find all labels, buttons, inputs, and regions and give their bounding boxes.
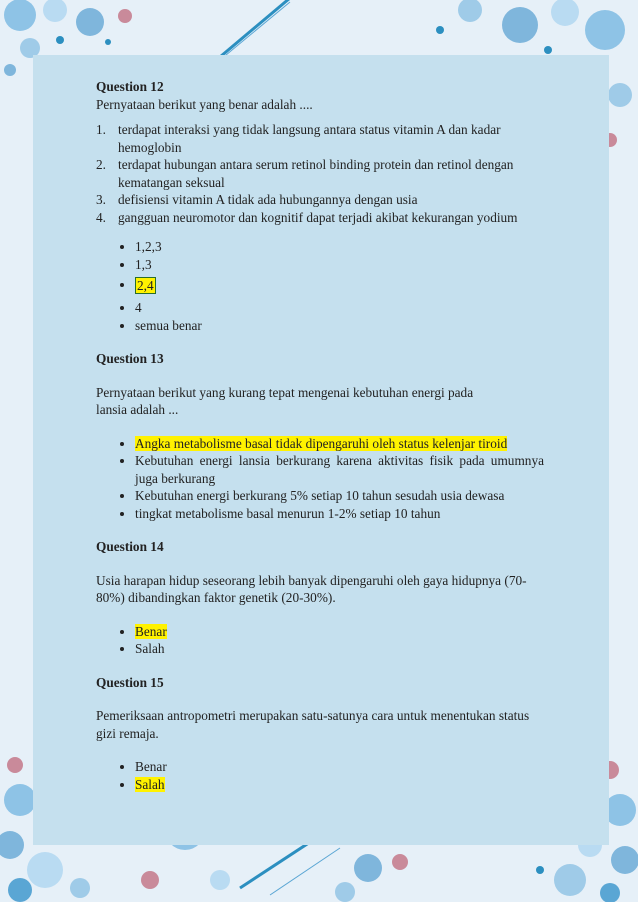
statement-number: 2. [96,157,106,172]
statement-item [96,121,546,156]
option-item [96,452,544,487]
option-text: tingkat metabolisme basal menurun 1-2% setiap 10 tahun [135,505,441,521]
question-12 [96,78,546,334]
question-statement: Usia harapan hidup seseorang lebih banyak dipengaruhi oleh gaya hidupnya (70-80%) dibandingkan faktor genetik (20-30%). [96,572,527,605]
question-13 [96,350,546,522]
option-text: Kebutuhan energi lansia berkurang karena aktivitas fisik pada umumnya juga berkurang [135,453,544,486]
option-item-answer [96,276,546,296]
statement-number: 3. [96,192,106,207]
option-item [96,505,544,523]
statement-text: defisiensi vitamin A tidak ada hubungannya dengan usia [118,192,418,207]
option-text: semua benar [135,317,202,333]
option-item-answer [96,776,546,794]
option-text-highlighted: Benar [135,623,167,639]
option-text-highlighted: Angka metabolisme basal tidak dipengaruhi oleh status kelenjar tiroid [135,435,508,451]
statement-text: gangguan neuromotor dan kognitif dapat terjadi akibat kekurangan yodium [118,209,518,225]
option-text: Benar [135,759,167,774]
statement-text: terdapat interaksi yang tidak langsung antara status vitamin A dan kadar hemoglobin [118,122,501,155]
statement-number: 4. [96,209,106,225]
option-text: 1,2,3 [135,239,162,254]
option-item [96,640,546,658]
statement-number: 1. [96,122,106,137]
option-list [96,623,546,658]
option-text-highlighted: 2,4 [137,278,154,293]
option-text: Kebutuhan energi berkurang 5% setiap 10 tahun sesudah usia dewasa [135,488,505,503]
statement-item [96,209,546,227]
question-title: Question 14 [96,539,164,554]
option-text: Salah [135,641,165,656]
option-item [96,487,544,505]
question-statement: Pernyataan berikut yang kurang tepat mengenai kebutuhan energi pada lansia adalah ... [96,384,474,417]
option-item-answer [96,623,546,641]
quiz-content [96,78,546,793]
option-text: 1,3 [135,256,152,272]
statement-text: terdapat hubungan antara serum retinol binding protein dan retinol dengan kematangan seksual [118,157,514,190]
option-item [96,317,546,335]
question-15 [96,674,546,794]
statement-item [96,191,546,209]
question-14 [96,538,546,658]
option-list [96,435,544,523]
option-item [96,238,546,256]
question-title: Question 15 [96,674,164,690]
option-text: 4 [135,300,142,315]
question-title: Question 13 [96,351,164,366]
statement-item [96,156,546,191]
question-statement: Pemeriksaan antropometri merupakan satu-satunya cara untuk menentukan status gizi remaja. [96,708,530,741]
question-title: Question 12 [96,79,164,94]
option-text-highlighted: Salah [135,776,165,792]
option-item [96,758,546,776]
option-item [96,299,546,317]
statement-list [96,121,546,226]
option-list [96,238,546,334]
question-statement: Pernyataan berikut yang benar adalah .... [96,96,313,112]
option-list [96,758,546,793]
option-item-answer [96,435,544,453]
option-item [96,256,546,274]
